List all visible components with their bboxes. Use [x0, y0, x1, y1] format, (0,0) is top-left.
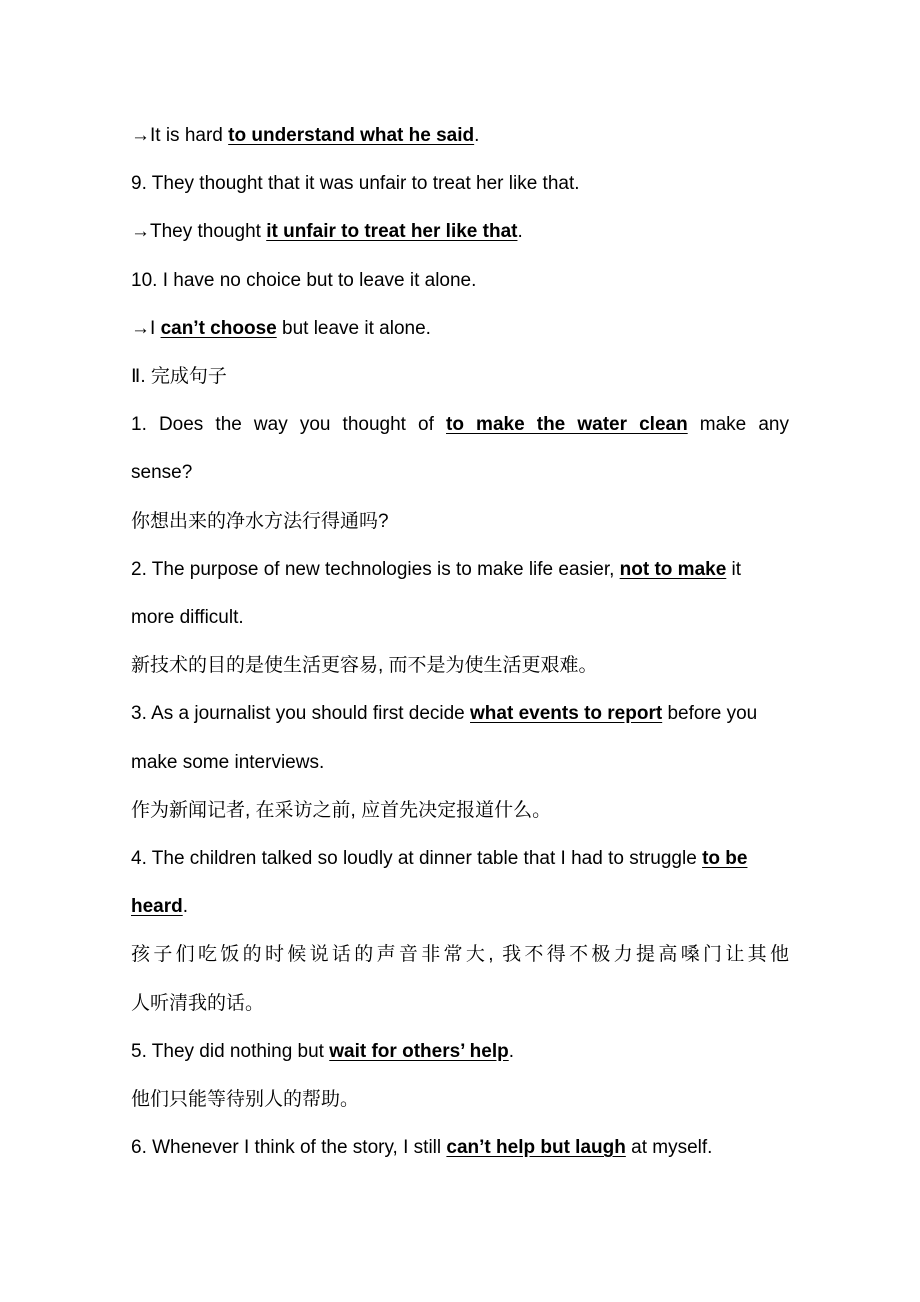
text-line — [131, 943, 789, 967]
text-line — [131, 269, 789, 293]
text-line — [131, 510, 789, 534]
text-line — [131, 220, 789, 244]
text-line — [131, 1040, 789, 1064]
text-segment: before you — [662, 703, 758, 725]
answer-text: can’t choose — [160, 317, 277, 339]
answer-text: not to make — [619, 558, 727, 580]
text-segment: . — [182, 896, 189, 918]
text-line — [131, 365, 789, 389]
text-segment: 3. As a journalist you should first decide — [131, 703, 471, 725]
text-segment: 5. They did nothing but — [131, 1040, 330, 1062]
text-segment: 作为新闻记者, 在采访之前, 应首先决定报道什么。 — [131, 799, 552, 821]
text-segment: . — [474, 125, 480, 146]
text-segment: . — [508, 1040, 515, 1062]
text-line — [131, 847, 789, 871]
text-segment: 你想出来的净水方法行得通吗? — [131, 510, 389, 532]
text-line — [131, 558, 789, 582]
answer-text: to be — [702, 848, 748, 869]
text-line — [131, 606, 789, 630]
answer-text: wait for others’ help — [329, 1040, 509, 1062]
answer-text: heard — [131, 896, 183, 918]
text-segment: 2. The purpose of new technologies is to make life easier, — [131, 558, 620, 580]
text-segment: more difficult. — [131, 607, 244, 628]
answer-text: to make the water clean — [446, 414, 688, 436]
text-line — [131, 799, 789, 823]
answer-text: what events to report — [470, 703, 663, 725]
text-line — [131, 1136, 789, 1160]
text-segment: 人听清我的话。 — [131, 992, 265, 1014]
text-segment: sense? — [131, 462, 193, 484]
text-segment: make some interviews. — [131, 751, 325, 773]
text-line — [131, 702, 789, 726]
text-line — [131, 461, 789, 485]
text-segment: 6. Whenever I think of the story, I still — [131, 1137, 447, 1159]
text-segment: 4. The children talked so loudly at dinner table that I had to struggle — [131, 848, 703, 869]
answer-text: it unfair to treat her like that — [266, 221, 518, 243]
text-segment: . — [517, 221, 523, 243]
text-segment: Ⅱ. 完成句子 — [131, 366, 227, 387]
text-line — [131, 654, 789, 678]
text-segment: 10. I have no choice but to leave it alone. — [131, 269, 477, 291]
text-line — [131, 895, 789, 919]
text-segment: 孩子们吃饭的时候说话的声音非常大, 我不得不极力提高嗓门让其他 — [131, 944, 789, 966]
text-segment: 他们只能等待别人的帮助。 — [131, 1089, 360, 1110]
text-line — [131, 317, 789, 341]
text-segment: 1. Does the way you thought of — [131, 414, 447, 436]
text-segment: →They thought — [131, 221, 267, 243]
text-segment: →It is hard — [131, 125, 229, 146]
text-segment: 新技术的目的是使生活更容易, 而不是为使生活更艰难。 — [131, 655, 598, 677]
text-segment: at myself. — [625, 1137, 713, 1159]
text-line — [131, 751, 789, 775]
text-segment: →I — [131, 317, 161, 339]
answer-text: can’t help but laugh — [446, 1137, 626, 1159]
text-line — [131, 124, 789, 148]
text-segment: but leave it alone. — [276, 317, 431, 339]
answer-text: to understand what he said — [228, 125, 475, 146]
text-line — [131, 992, 789, 1016]
text-line — [131, 413, 789, 437]
text-line — [131, 172, 789, 196]
text-segment: it — [726, 558, 742, 580]
text-segment: 9. They thought that it was unfair to treat her like that. — [131, 173, 580, 195]
text-segment: make any — [687, 414, 789, 436]
text-line — [131, 1088, 789, 1112]
